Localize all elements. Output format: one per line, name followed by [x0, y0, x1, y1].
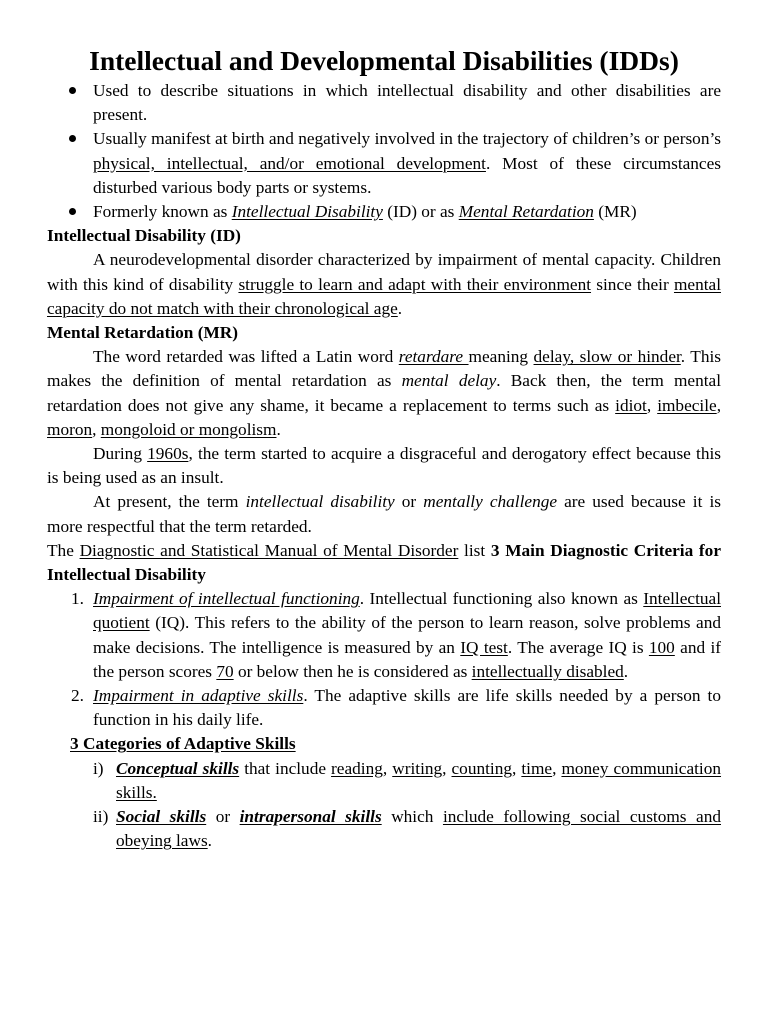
mr-paragraph-1: The word retarded was lifted a Latin word retardare meaning delay, slow or hinder. This makes the definition of mental retardation as mental delay. Back then, the term mental retardation does not give any shame, it became a replacement to terms such as idiot, imbecile, moron, mongoloid or mongolism. — [47, 347, 722, 439]
dsm-paragraph: The Diagnostic and Statistical Manual of Mental Disorder list 3 Main Diagnostic Criteria for Intellectual Disability — [47, 540, 721, 585]
adaptive-skills-list — [47, 757, 721, 854]
mr-paragraph-2: During 1960s, the term started to acquire a disgraceful and derogatory effect because this is being used as an insult. — [47, 444, 721, 488]
section-heading-mr: Mental Retardation (MR) — [47, 323, 239, 343]
bullet-dot-icon — [69, 87, 76, 94]
adaptive-skill-item: i) Conceptual skills that include reading, writing, counting, time, money communication skills. — [93, 758, 722, 802]
bullet-item: Usually manifest at birth and negatively involved in the trajectory of children’s or person’s physical, intellectual, and/or emotional development. Most of these circumstances disturbed various body parts or systems. — [47, 127, 721, 200]
criteria-list — [47, 587, 721, 732]
section-heading-id: Intellectual Disability (ID) — [47, 226, 241, 246]
adaptive-skill-item: ii) Social skills or intrapersonal skills which include following social customs and obeying laws. — [93, 807, 721, 851]
id-paragraph: A neurodevelopmental disorder characterized by impairment of mental capacity. Children with this kind of disability struggle to learn and adapt with their environment since their mental capacity do not match with their chronological age. — [47, 250, 721, 318]
criteria-item: 2. Impairment in adaptive skills. The adaptive skills are life skills needed by a person to function in his daily life. — [71, 686, 721, 730]
mr-paragraph-3: At present, the term intellectual disability or mentally challenge are used because it is more respectful that the term retarded. — [47, 492, 721, 536]
intro-bullet-list — [47, 79, 721, 224]
adaptive-skills-heading: 3 Categories of Adaptive Skills — [70, 734, 296, 754]
criteria-item: 1. Impairment of intellectual functioning. Intellectual functioning also known as Intellectual quotient (IQ). This refers to the ability of the person to learn reason, solve problems and make decisions. The intelligence is measured by an IQ test. The average IQ is 100 and if the person scores 70 or below then he is considered as intellectually disabled. — [71, 589, 721, 681]
document-title: Intellectual and Developmental Disabilities (IDDs) — [89, 45, 679, 76]
bullet-item: Formerly known as Intellectual Disability (ID) or as Mental Retardation (MR) — [47, 200, 721, 224]
bullet-dot-icon — [69, 208, 76, 215]
bullet-item: Used to describe situations in which intellectual disability and other disabilities are present. — [47, 79, 721, 127]
bullet-dot-icon — [69, 135, 76, 142]
